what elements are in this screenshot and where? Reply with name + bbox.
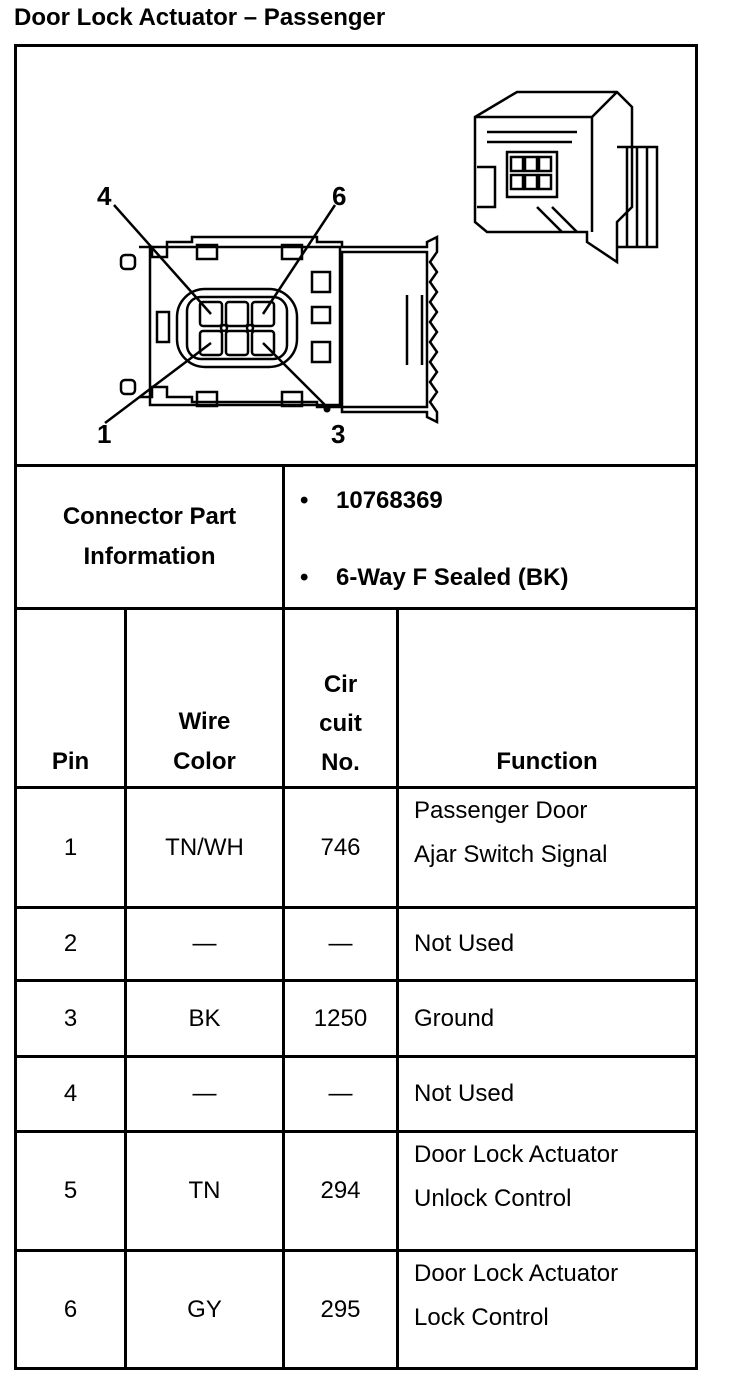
row6-function-line2: Lock Control xyxy=(414,1304,549,1331)
divider xyxy=(282,464,285,610)
row3-circuit: 1250 xyxy=(313,1004,368,1032)
divider xyxy=(14,607,698,610)
header-function xyxy=(399,740,695,784)
header-circuit-line1: Cir xyxy=(323,670,358,698)
header-circuit-line3: No. xyxy=(321,748,360,776)
row4-pin: 4 xyxy=(63,1080,78,1107)
row6-pin: 6 xyxy=(63,1295,78,1323)
row6-function-line1: Door Lock Actuator xyxy=(414,1260,619,1287)
connector-info-label xyxy=(17,467,282,607)
row1-function xyxy=(414,789,695,906)
row2-wire-color: — xyxy=(192,930,217,957)
row4-circuit: — xyxy=(328,1080,353,1107)
divider xyxy=(396,607,399,1370)
header-wire-color xyxy=(127,700,282,784)
row2-pin: 2 xyxy=(63,930,78,957)
row5-function-line1: Door Lock Actuator xyxy=(414,1141,619,1168)
connector-info-label-line1: Connector Part xyxy=(62,503,237,530)
row3-pin: 3 xyxy=(63,1004,78,1032)
row5-function xyxy=(414,1133,695,1249)
bullet-icon: • xyxy=(300,564,309,591)
row1-circuit: 746 xyxy=(320,833,361,861)
row6-wire-color: GY xyxy=(187,1295,222,1323)
connector-diagram xyxy=(17,47,695,465)
connector-description xyxy=(300,564,569,592)
header-pin xyxy=(17,740,124,784)
divider xyxy=(14,1367,698,1370)
header-wire-color-line2: Color xyxy=(173,748,236,775)
header-wire-color-line1: Wire xyxy=(178,708,231,735)
row5-circuit: 294 xyxy=(320,1177,361,1204)
header-circuit xyxy=(285,662,396,784)
row2-circuit: — xyxy=(328,930,353,957)
row2-function: Not Used xyxy=(414,930,515,957)
row4-wire-color: — xyxy=(192,1080,217,1107)
row1-wire-color: TN/WH xyxy=(165,833,244,861)
row1-pin: 1 xyxy=(63,833,78,861)
row5-wire-color: TN xyxy=(188,1177,221,1204)
row3-function: Ground xyxy=(414,1004,495,1032)
part-number xyxy=(300,487,443,515)
part-number-value: 10768369 xyxy=(336,487,443,514)
header-pin-label: Pin xyxy=(51,748,90,775)
bullet-icon: • xyxy=(300,487,309,514)
row1-function-line2: Ajar Switch Signal xyxy=(414,841,608,868)
row5-pin: 5 xyxy=(63,1177,78,1204)
row3-wire-color: BK xyxy=(188,1004,221,1032)
row4-function: Not Used xyxy=(414,1080,515,1107)
pin-label-1: 1 xyxy=(97,419,112,449)
connector-info-label-line2: Information xyxy=(83,543,216,570)
row1-function-line1: Passenger Door xyxy=(414,797,588,824)
page-title: Door Lock Actuator – Passenger xyxy=(14,4,386,31)
pin-label-6: 6 xyxy=(332,181,347,211)
row6-circuit: 295 xyxy=(320,1295,361,1323)
row5-function-line2: Unlock Control xyxy=(414,1185,572,1212)
header-circuit-line2: cuit xyxy=(319,709,362,737)
row6-function xyxy=(414,1252,695,1367)
pin-label-4: 4 xyxy=(97,181,112,211)
connector-description-value: 6-Way F Sealed (BK) xyxy=(336,564,569,591)
pin-label-3: 3 xyxy=(331,419,346,449)
header-function-label: Function xyxy=(496,748,598,775)
